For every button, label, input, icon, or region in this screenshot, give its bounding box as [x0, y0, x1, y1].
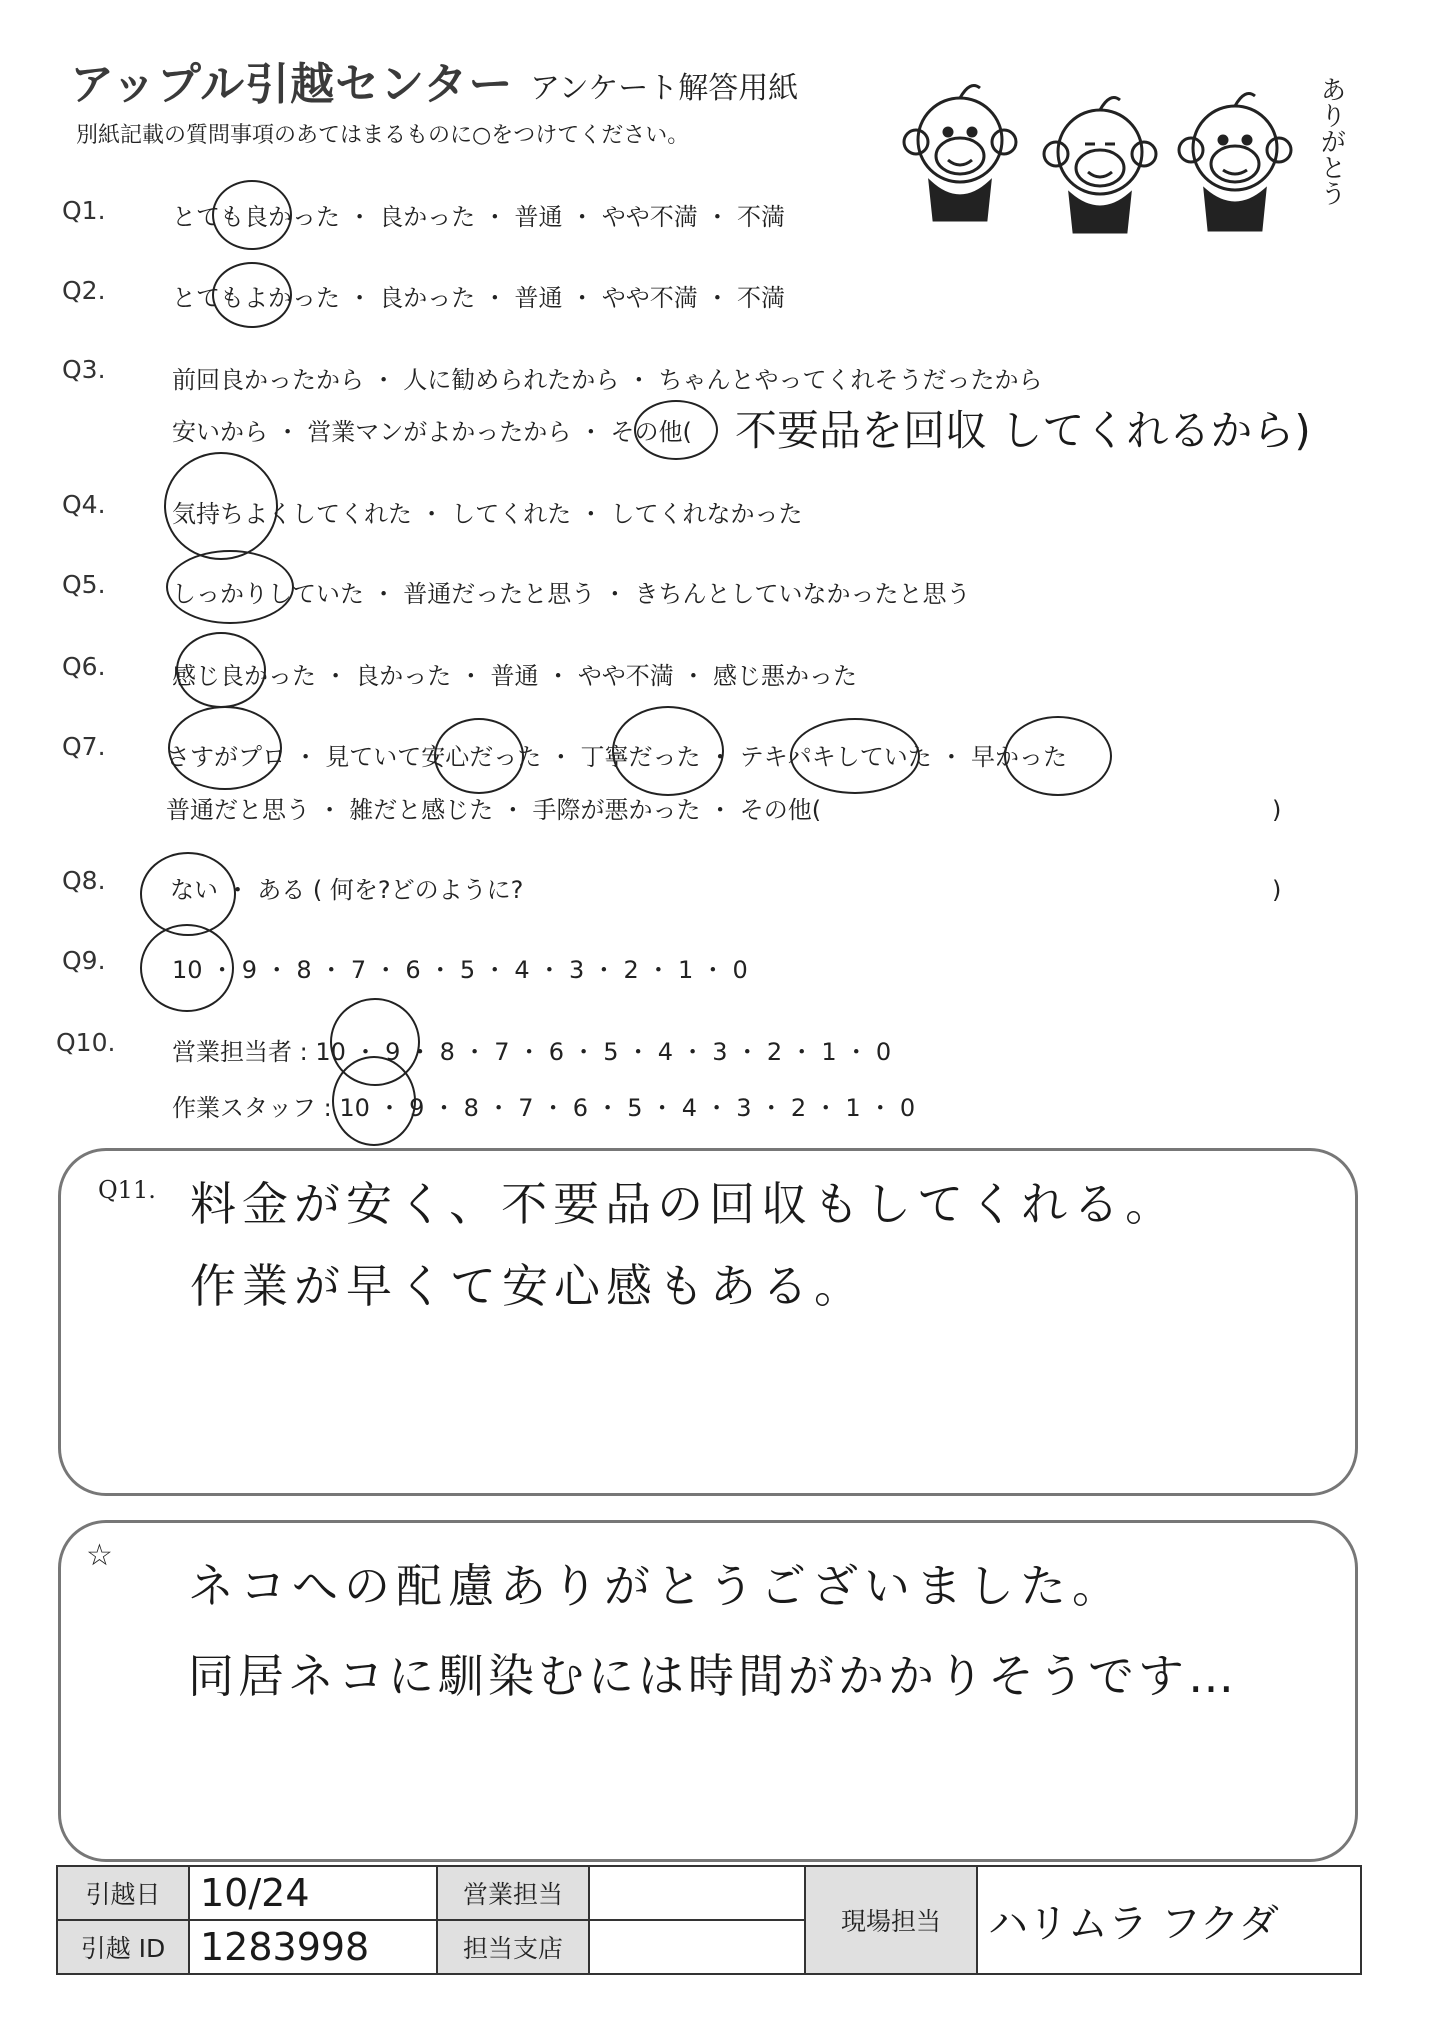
q1-selection-circle: [212, 180, 292, 250]
q7-choice-1-circle: [168, 706, 282, 790]
q2-selection-circle: [212, 262, 292, 328]
q4-options: 気持ちよくしてくれた ・ してくれた ・ してくれなかった: [172, 500, 803, 528]
q7-label: Q7.: [62, 732, 106, 761]
thanks-text: ありがとう: [1316, 76, 1346, 206]
q7-close-paren: ): [1272, 796, 1282, 824]
branch-value: [589, 1920, 805, 1974]
sales-rep-value: [589, 1866, 805, 1920]
star-icon: ☆: [86, 1538, 113, 1573]
q3-label: Q3.: [62, 355, 106, 384]
q10-staff-circle: [332, 1056, 416, 1146]
q3-selection-circle: [634, 400, 718, 460]
q9-selection-circle: [140, 924, 234, 1012]
sales-rep-label: 営業担当: [437, 1866, 589, 1920]
q5-selection-circle: [166, 550, 294, 624]
move-date-label: 引越日: [57, 1866, 189, 1920]
company-title: アップル引越センター: [70, 59, 514, 110]
q7-options-line2: 普通だと思う ・ 雑だと感じた ・ 手際が悪かった ・ その他(: [166, 796, 822, 824]
q3-options-line2: 安いから ・ 営業マンがよかったから ・ その他(: [172, 418, 692, 446]
q11-label: Q11.: [98, 1176, 156, 1204]
site-staff-label: 現場担当: [805, 1866, 977, 1974]
form-subtitle: アンケート解答用紙: [530, 71, 799, 106]
q10-staff-scale: 作業スタッフ : 10 ・ 9 ・ 8 ・ 7 ・ 6 ・ 5 ・ 4 ・ 3 ・ 2 ・ 1 ・ 0: [172, 1094, 916, 1122]
q7-choice-4-circle: [790, 718, 920, 794]
q7-choice-3-circle: [612, 706, 724, 796]
instructions: 別紙記載の質問事項のあてはまるものに○をつけてください。: [76, 123, 690, 148]
extra-comment-line1: ネコへの配慮ありがとうございました。: [188, 1559, 1124, 1613]
q5-options: しっかりしていた ・ 普通だったと思う ・ きちんとしていなかったと思う: [172, 580, 971, 608]
q6-selection-circle: [176, 632, 266, 708]
q3-options-line1: 前回良かったから ・ 人に勧められたから ・ ちゃんとやってくれそうだったから: [172, 366, 1043, 394]
q8-label: Q8.: [62, 866, 106, 895]
move-id-value: 1283998: [189, 1920, 437, 1974]
q10-sales-scale: 営業担当者 : 10 ・ 9 ・ 8 ・ 7 ・ 6 ・ 5 ・ 4 ・ 3 ・ 2 ・ 1 ・ 0: [172, 1038, 892, 1066]
q10-label: Q10.: [56, 1028, 116, 1057]
move-id-label: 引越 ID: [57, 1920, 189, 1974]
q8-close-paren: ): [1272, 876, 1282, 904]
extra-comment-line2: 同居ネコに馴染むには時間がかかりそうです…: [188, 1649, 1238, 1703]
q2-options: とてもよかった ・ 良かった ・ 普通 ・ やや不満 ・ 不満: [172, 284, 786, 312]
q5-label: Q5.: [62, 570, 106, 599]
q6-label: Q6.: [62, 652, 106, 681]
move-date-value: 10/24: [189, 1866, 437, 1920]
q3-handwritten-answer: 不要品を回収 してくれるから): [735, 406, 1311, 455]
q7-choice-2-circle: [434, 718, 524, 794]
monkey-mascots-illustration: [880, 60, 1320, 250]
q7-options-line1: さすがプロ ・ 見ていて安心だった ・ 丁寧だった ・ テキパキしていた ・ 早かった: [166, 743, 1068, 771]
q6-options: 感じ良かった ・ 良かった ・ 普通 ・ やや不満 ・ 感じ悪かった: [172, 662, 858, 690]
q7-choice-5-circle: [1004, 716, 1112, 796]
q8-options: ない ・ ある ( 何を?どのように?: [170, 876, 524, 904]
q2-label: Q2.: [62, 276, 106, 305]
q9-scale: 10 ・ 9 ・ 8 ・ 7 ・ 6 ・ 5 ・ 4 ・ 3 ・ 2 ・ 1 ・ 0: [172, 956, 748, 984]
footer-info-table: [56, 1865, 1362, 1975]
q4-label: Q4.: [62, 490, 106, 519]
q9-label: Q9.: [62, 946, 106, 975]
q1-label: Q1.: [62, 196, 106, 225]
q11-comment-line1: 料金が安く、不要品の回収もしてくれる。: [190, 1177, 1178, 1231]
branch-label: 担当支店: [437, 1920, 589, 1974]
q1-options: とても良かった ・ 良かった ・ 普通 ・ やや不満 ・ 不満: [172, 203, 786, 231]
q4-selection-circle: [164, 452, 278, 560]
site-staff-value: ハリムラ フクダ: [977, 1866, 1361, 1974]
q11-comment-line2: 作業が早くて安心感もある。: [190, 1259, 866, 1313]
